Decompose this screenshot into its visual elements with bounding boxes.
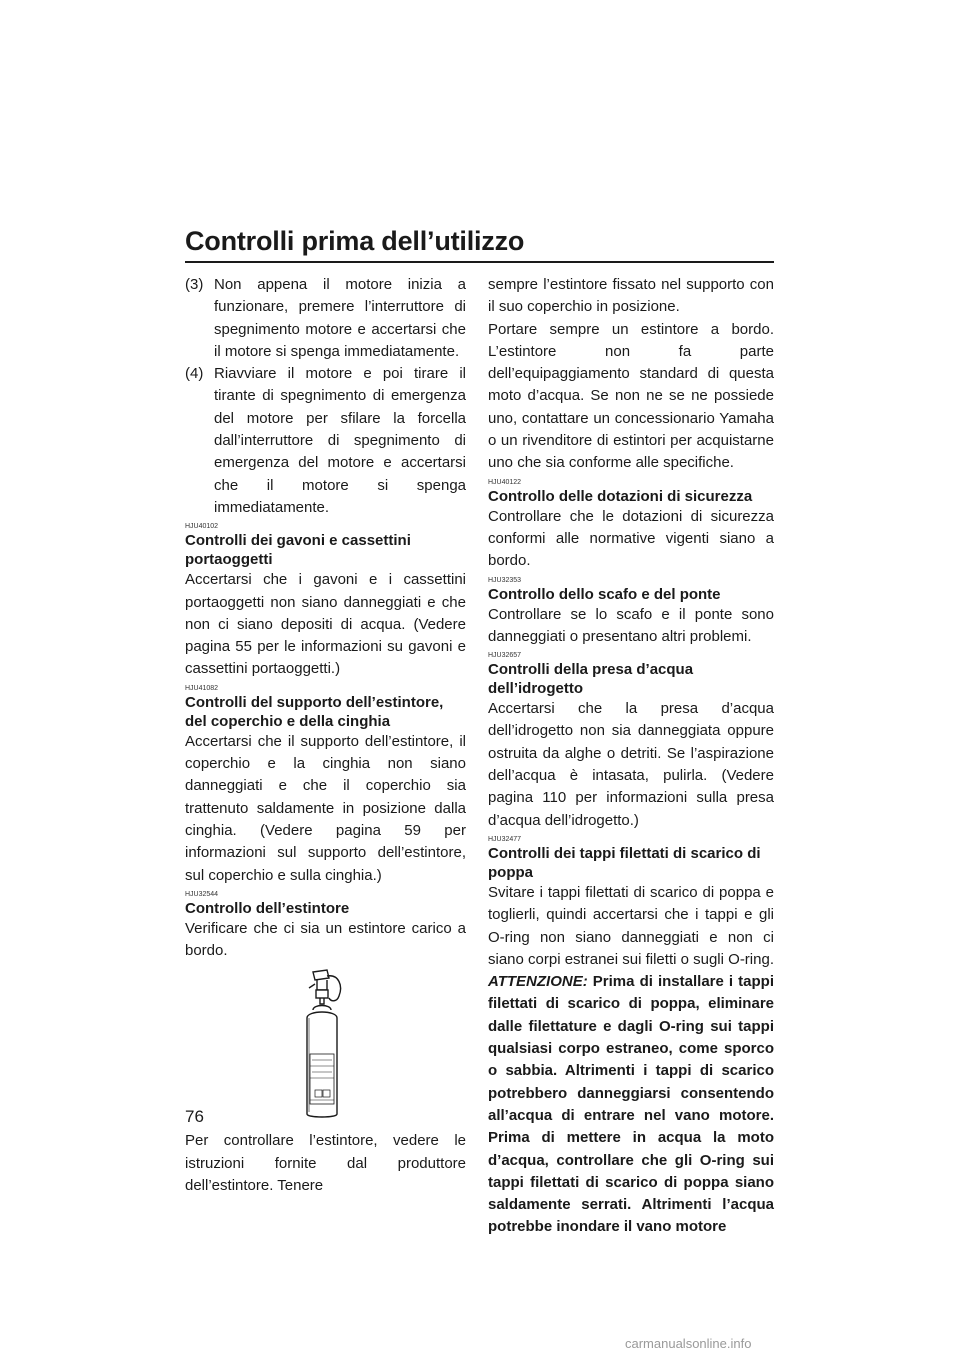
page-number: 76 — [185, 1107, 204, 1126]
fire-extinguisher-icon — [293, 968, 353, 1122]
right-column — [488, 274, 774, 1239]
continued-text: sempre l’estintore fissato nel supporto con il suo coperchio in posizione. — [488, 276, 774, 316]
step-item — [185, 363, 466, 519]
step-item — [185, 274, 466, 363]
section-body: Accertarsi che la presa d’acqua dell’idrogetto non sia danneggiata oppure ostruita da alghe o detriti. Se l’aspirazione dell’acqua è intasata, pulirla. (Vedere pagina 110 per informazioni sulla presa d’acqua dell’idrogetto.) — [488, 700, 774, 829]
left-column — [185, 274, 466, 1197]
step-number: (3) — [185, 276, 204, 293]
section-code: HJU32657 — [488, 652, 522, 660]
section-heading: Controlli della presa d’acqua dell’idrogetto — [488, 661, 694, 698]
section-body-text: Svitare i tappi filettati di scarico di poppa e toglierli, quindi accertarsi che i tappi e gli O-ring non siano danneggiati e non ci siano corpi estranei sui filetti o sugli O-ring. — [488, 883, 774, 968]
section-body: Accertarsi che il supporto dell’estintore, il coperchio e la cinghia non siano danneggiati e che il coperchio sia trattenuto saldamente in posizione dalla cinghia. (Vedere pagina 59 per informazioni sul supporto dell’estintore, sul coperchio e sulla cinghia.) — [185, 732, 466, 884]
step-text: Non appena il motore inizia a funzionare, premere l’interruttore di spegnimento motore e accertarsi che il motore si spenga immediatamente. — [214, 276, 466, 360]
section-heading: Controlli dei tappi filettati di scarico di poppa — [488, 844, 761, 881]
step-text: Riavviare il motore e poi tirare il tirante di spegnimento di emergenza del motore per sfilare la forcella dall’interruttore di spegnimento di emergenza del motore e accertarsi che il motore si spenga immediatamente. — [214, 365, 466, 516]
extinguisher-paragraph: Portare sempre un estintore a bordo. L’estintore non fa parte dell’equipaggiamento standard di questa moto d’acqua. Se non ne se ne possiede uno, contattare un concessionario Yamaha o un rivenditore di estintori per acquistarne uno che sia conforme alle specifiche. — [488, 320, 774, 472]
caution-text: Prima di installare i tappi filettati di scarico di poppa, eliminare dalle filettature e dagli O-ring sui tappi qualsiasi corpo estraneo, come sporco o sabbia. Altrimenti i tappi di scarico potrebbero danneggiarsi consentendo all’acqua di entrare nel vano motore. Prima di mettere in acqua la moto d’acqua, controllare che gli O-ring sui tappi filettati di scarico di poppa siano saldamente serrati. Altrimenti l’acqua potrebbe inondare il vano motore — [488, 973, 774, 1236]
step-number: (4) — [185, 365, 204, 383]
section-heading: Controllo dello scafo e del ponte — [488, 585, 721, 603]
section-code: HJU40102 — [185, 523, 219, 531]
fire-extinguisher-figure — [185, 968, 466, 1122]
section-code: HJU32477 — [488, 835, 522, 843]
title-divider — [185, 261, 774, 263]
section-code: HJU41082 — [185, 684, 219, 692]
caution-label: ATTENZIONE: — [488, 973, 588, 991]
section-code: HJU32544 — [185, 890, 219, 898]
section-code: HJU32353 — [488, 576, 522, 584]
page-title: Controlli prima dell’utilizzo — [185, 226, 525, 256]
watermark: carmanualsonline.info — [625, 1336, 752, 1351]
section-body — [488, 882, 774, 1239]
section-heading: Controllo dell’estintore — [185, 899, 350, 917]
extinguisher-instructions: Per controllare l’estintore, vedere le istruzioni fornite dal produttore dell’estintore. Tenere — [185, 1132, 466, 1195]
section-heading: Controllo delle dotazioni di sicurezza — [488, 487, 753, 505]
section-body: Controllare che le dotazioni di sicurezza conformi alle normative vigenti siano a bordo. — [488, 507, 774, 570]
section-body: Controllare se lo scafo e il ponte sono danneggiati o presentano altri problemi. — [488, 605, 774, 645]
section-body: Verificare che ci sia un estintore carico a bordo. — [185, 919, 466, 960]
section-code: HJU40122 — [488, 478, 522, 486]
section-heading: Controlli del supporto dell’estintore, del coperchio e della cinghia — [185, 693, 444, 730]
section-body: Accertarsi che i gavoni e i cassettini portaoggetti non siano danneggiati e che non ci siano depositi di acqua. (Vedere pagina 55 per le informazioni su gavoni e cassettini portaoggetti.) — [185, 571, 466, 678]
section-heading: Controlli dei gavoni e cassettini portaoggetti — [185, 532, 411, 569]
